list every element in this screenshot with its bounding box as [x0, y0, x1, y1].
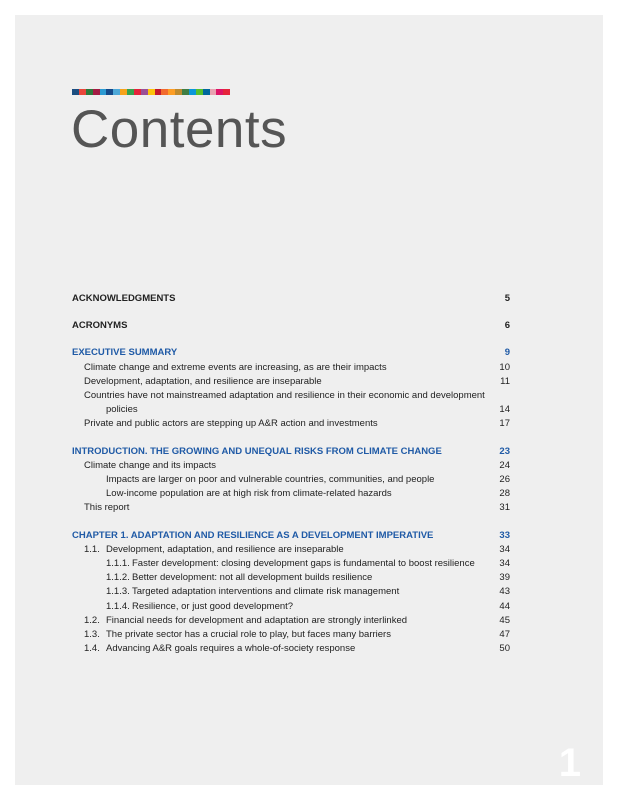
table-of-contents	[72, 292, 510, 656]
toc-entry[interactable]: 1.4. Advancing A&R goals requires a whole-of-society response 50	[84, 643, 510, 655]
color-stripe-segment	[100, 89, 107, 95]
toc-entry[interactable]: This report 31	[84, 502, 510, 514]
color-stripe-segment	[210, 89, 217, 95]
color-stripe-segment	[203, 89, 210, 95]
color-stripe-segment	[79, 89, 86, 95]
toc-entry[interactable]: Low-income population are at high risk from climate-related hazards 28	[106, 488, 510, 500]
color-stripe-segment	[113, 89, 120, 95]
toc-entry[interactable]: 1.2. Financial needs for development and adaptation are strongly interlinked 45	[84, 614, 510, 626]
color-stripe-segment	[175, 89, 182, 95]
color-stripe-segment	[182, 89, 189, 95]
toc-acknowledgments[interactable]: ACKNOWLEDGMENTS 5	[72, 293, 510, 304]
color-stripe-segment	[216, 89, 223, 95]
toc-entry[interactable]: Impacts are larger on poor and vulnerable countries, communities, and people 26	[106, 474, 510, 486]
toc-entry[interactable]: 1.1.2. Better development: not all development builds resilience 39	[106, 572, 510, 584]
document-page	[15, 15, 603, 785]
toc-entry[interactable]: Private and public actors are stepping up A&R action and investments 17	[84, 418, 510, 430]
toc-entry[interactable]: 1.1.3. Targeted adaptation interventions and climate risk management 43	[106, 586, 510, 598]
toc-entry[interactable]: Countries have not mainstreamed adaptation and resilience in their economic and development policies 14	[84, 390, 510, 416]
color-stripe-segment	[106, 89, 113, 95]
toc-entry[interactable]: 1.1.1. Faster development: closing development gaps is fundamental to boost resilience 34	[106, 558, 510, 570]
toc-entry[interactable]: 1.1.4. Resilience, or just good development? 44	[106, 600, 510, 612]
page-title: Contents	[71, 100, 288, 159]
page-number: 1	[558, 741, 581, 785]
color-stripe-segment	[161, 89, 168, 95]
color-stripe-segment	[127, 89, 134, 95]
toc-entry[interactable]: Climate change and its impacts 24	[84, 459, 510, 471]
color-stripe-segment	[141, 89, 148, 95]
color-stripe-segment	[120, 89, 127, 95]
color-stripe-segment	[196, 89, 203, 95]
color-stripe-segment	[72, 89, 79, 95]
color-stripe-segment	[93, 89, 100, 95]
color-stripe-segment	[86, 89, 93, 95]
toc-entry[interactable]: Development, adaptation, and resilience are inseparable 11	[84, 375, 510, 387]
color-stripe-segment	[189, 89, 196, 95]
color-stripe	[72, 89, 230, 95]
toc-introduction[interactable]: INTRODUCTION. THE GROWING AND UNEQUAL RISKS FROM CLIMATE CHANGE 23	[72, 445, 510, 457]
toc-acronyms[interactable]: ACRONYMS 6	[72, 320, 510, 332]
toc-chapter-1[interactable]: CHAPTER 1. ADAPTATION AND RESILIENCE AS A DEVELOPMENT IMPERATIVE 33	[72, 529, 510, 541]
color-stripe-segment	[223, 89, 230, 95]
color-stripe-segment	[148, 89, 155, 95]
toc-entry[interactable]: 1.3. The private sector has a crucial role to play, but faces many barriers 47	[84, 629, 510, 641]
toc-entry[interactable]: 1.1. Development, adaptation, and resilience are inseparable 34	[84, 543, 510, 555]
color-stripe-segment	[168, 89, 175, 95]
toc-entry[interactable]: Climate change and extreme events are increasing, as are their impacts 10	[84, 361, 510, 373]
color-stripe-segment	[134, 89, 141, 95]
toc-executive-summary[interactable]: EXECUTIVE SUMMARY 9	[72, 347, 510, 359]
color-stripe-segment	[155, 89, 162, 95]
